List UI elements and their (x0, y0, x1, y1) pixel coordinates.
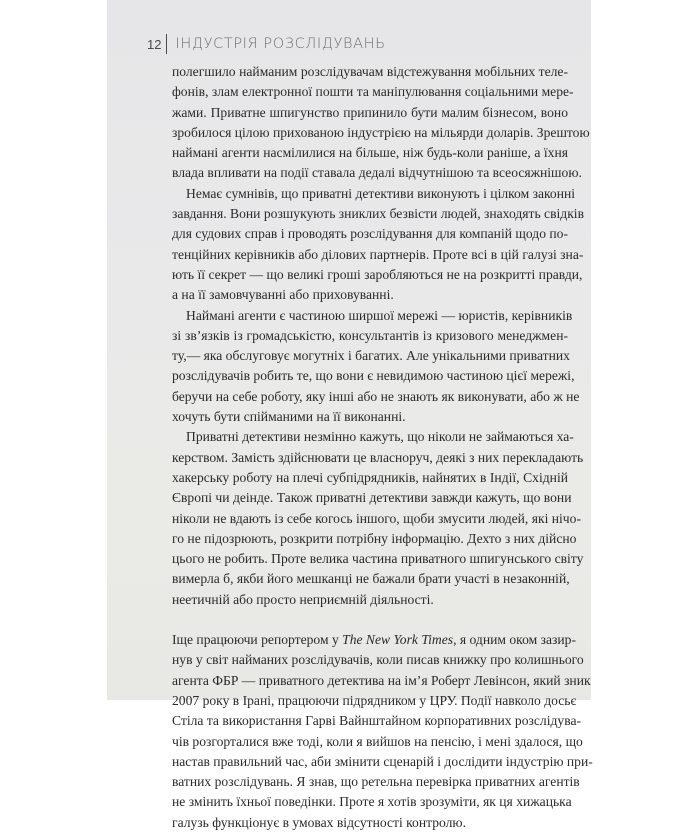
text-line: не змінить їхньої поведінки. Проте я хотів зрозуміти, як ця хижацька (172, 794, 572, 810)
text-line: Стіла та використання Гарві Вайнштайном корпоративних розслідува- (172, 713, 582, 729)
text-line: для судових справ і проводять розслідування для компаній щодо по- (172, 226, 568, 242)
text-line: цього не робить. Проте велика частина приватного шпигунського світу (172, 551, 584, 567)
text-line: хочуть бути спійманими на її виконанні. (172, 409, 406, 425)
text-line: чів розгорталися вже тоді, коли я вийшов на пенсію, і мені здалося, що (172, 733, 583, 749)
text-line: полегшило найманим розслідувачам відстежування мобільних теле- (172, 64, 568, 79)
header-divider (166, 34, 167, 54)
chapter-title: ІНДУСТРІЯ РОЗСЛІДУВАНЬ (175, 36, 386, 52)
text-line: завдання. Вони розшукують зниклих безвісти людей, знаходять свідків (172, 206, 585, 222)
text-line: Іще працюючи репортером у The New York Times, я одним оком зазир- (172, 632, 577, 648)
text-line: беручи на себе роботу, яку інші або не знають як виконувати, або ж не (172, 388, 580, 404)
text-line: фонів, злам електронної пошти та маніпулювання соціальними мере- (172, 84, 574, 100)
text-line: агента ФБР — приватного детектива на ім’я Роберт Левінсон, який зник (172, 672, 591, 688)
text-line: зробилося цілою прихованою індустрією на мільярди доларів. Зрештою (172, 124, 590, 140)
text-line: ту,— яка обслуговує могутніх і багатих. Але унікальними приватних (172, 348, 570, 364)
text-line: неетичній або просто неприємній діяльності. (172, 591, 434, 607)
publication-title: The New York Times (342, 632, 454, 648)
text-line: ватних розслідувань. Я знав, що ретельна перевірка приватних агентів (172, 774, 580, 790)
page-number: 12 (147, 36, 162, 52)
text-line: вимерла б, якби його мешканці не бажали брати участі в незаконній, (172, 571, 570, 587)
text-line: зі зв’язків із громадськістю, консультантів із кризового менеджмен- (172, 327, 568, 343)
text-line: Європі чи деінде. Також приватні детективи завжди кажуть, що вони (172, 490, 572, 506)
text-line: Немає сумнівів, що приватні детективи виконують і цілком законні (186, 185, 576, 201)
text-line: настав правильний час, аби змінити сценарій і дослідити індустрію при- (172, 753, 593, 769)
running-head (147, 33, 386, 55)
text-line: розслідувачів робить те, що вони є невидимою частиною цієї мережі, (172, 368, 575, 384)
text-line: ють її секрет — що великі гроші заробляються не на розкритті правди, (172, 266, 583, 282)
paragraph-5 (172, 630, 593, 833)
text-line: нув у світ найманих розслідувачів, коли писав книжку про колишнього (172, 652, 584, 668)
text-line: го не підозрюють, розкрити потрібну інформацію. Дехто з них дійсно (172, 530, 577, 546)
body-text (172, 62, 593, 833)
paragraph-4 (172, 427, 584, 610)
text-line: галузь функціонує в умовах відсутності контролю. (172, 814, 466, 830)
paragraph-1 (172, 62, 590, 184)
text-line: керством. Замість здійснювати це власноруч, деякі з них перекладають (172, 449, 584, 465)
paragraph-2 (172, 184, 585, 306)
text-line: наймані агенти насмілилися на більше, ніж будь-коли раніше, а їхня (172, 145, 568, 161)
text-line: Приватні детективи незмінно кажуть, що ніколи не займаються ха- (186, 429, 574, 445)
text-line: 2007 року в Ірані, працюючи підрядником у ЦРУ. Події навколо досьє (172, 692, 577, 708)
text-line: жами. Приватне шпигунство припинило бути малим бізнесом, воно (172, 104, 568, 120)
text-line: тенційних керівників або ділових партнерів. Проте всі в цій галузі зна- (172, 246, 584, 262)
text-line: хакерську роботу на плечі субпідрядників, найнятих в Індії, Східній (172, 469, 568, 485)
text-line: Наймані агенти є частиною ширшої мережі — юристів, керівників (186, 307, 573, 323)
text-line: влада впливати на події ставала дедалі відчутнішою та всеосяжнішою. (172, 165, 582, 181)
text-line: а на її замовчуванні або приховуванні. (172, 287, 394, 303)
text-line: ніколи не вдають із себе когось іншого, щоби змусити людей, які нічо- (172, 510, 581, 526)
paragraph-3 (172, 306, 580, 428)
